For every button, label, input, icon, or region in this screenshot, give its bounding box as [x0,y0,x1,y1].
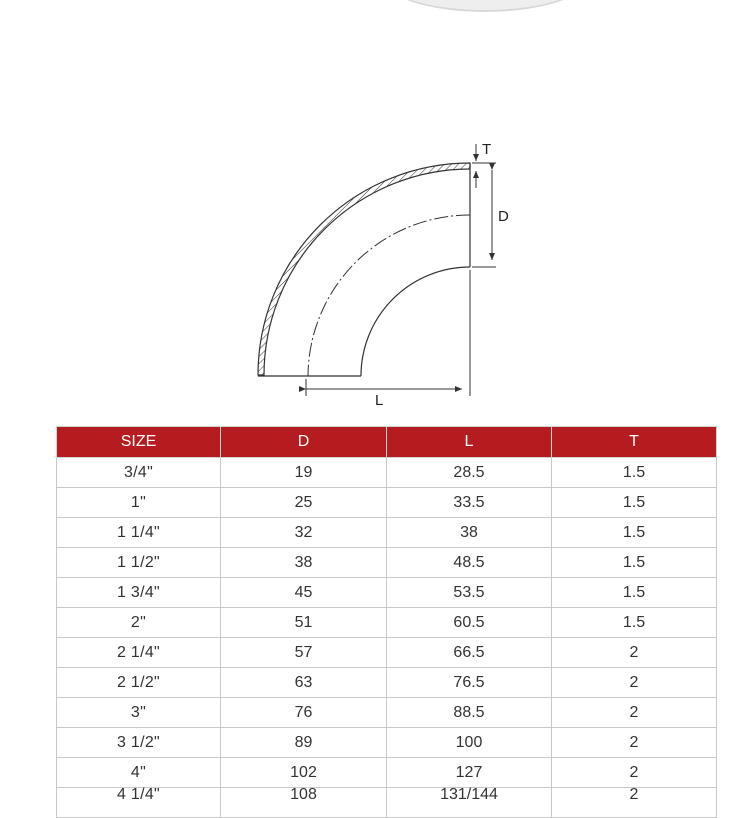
cell-l: 53.5 [387,578,552,608]
table-row [57,698,717,728]
header-d: D [221,427,387,458]
cell-d: 19 [221,458,387,488]
cell-l: 127 [387,758,552,788]
cell-size: 1" [57,488,221,518]
cell-size: 2 1/4" [57,638,221,668]
cell-size: 1 3/4" [57,578,221,608]
cell-l: 28.5 [387,458,552,488]
header-size: SIZE [57,427,221,458]
cell-l: 33.5 [387,488,552,518]
cell-size: 3/4" [57,458,221,488]
cell-d: 45 [221,578,387,608]
cell-size: 2" [57,608,221,638]
cell-t: 2 [552,758,717,788]
cell-l: 88.5 [387,698,552,728]
cell-size: 2 1/2" [57,668,221,698]
cell-d: 108 [221,788,387,818]
table-row [57,728,717,758]
cell-t: 1.5 [552,518,717,548]
cell-t: 2 [552,728,717,758]
cell-d: 25 [221,488,387,518]
cell-l: 76.5 [387,668,552,698]
table-row [57,548,717,578]
table-row [57,488,717,518]
cell-d: 63 [221,668,387,698]
cell-size: 3" [57,698,221,728]
cell-t: 2 [552,788,717,818]
cell-t: 1.5 [552,488,717,518]
diameter-label: D [498,208,509,225]
elbow-size-table [56,426,717,818]
cell-d: 76 [221,698,387,728]
cell-d: 38 [221,548,387,578]
cell-l: 48.5 [387,548,552,578]
table-row [57,788,717,818]
cell-d: 51 [221,608,387,638]
table-row [57,518,717,548]
cell-l: 131/144 [387,788,552,818]
cell-d: 89 [221,728,387,758]
table-row [57,578,717,608]
cell-d: 32 [221,518,387,548]
cell-t: 2 [552,638,717,668]
elbow-centerline [308,215,470,376]
elbow-inner-bend [361,267,470,376]
cell-t: 1.5 [552,608,717,638]
cell-l: 100 [387,728,552,758]
cell-d: 102 [221,758,387,788]
cell-t: 2 [552,668,717,698]
cell-size: 1 1/2" [57,548,221,578]
cell-size: 4" [57,758,221,788]
cell-l: 38 [387,518,552,548]
cell-t: 1.5 [552,578,717,608]
cell-t: 1.5 [552,458,717,488]
cell-l: 60.5 [387,608,552,638]
table-row [57,758,717,788]
table-row [57,668,717,698]
table-row [57,458,717,488]
cell-t: 2 [552,698,717,728]
header-t: T [552,427,717,458]
header-l: L [387,427,552,458]
cell-d: 57 [221,638,387,668]
cell-l: 66.5 [387,638,552,668]
table-row [57,608,717,638]
length-label: L [375,392,384,409]
elbow-wall-hatch [258,163,470,375]
table-row [57,638,717,668]
cell-size: 3 1/2" [57,728,221,758]
cell-t: 1.5 [552,548,717,578]
table-header-row [57,427,717,458]
cell-size: 4 1/4" [57,788,221,818]
thickness-label: T [482,141,492,158]
cell-size: 1 1/4" [57,518,221,548]
